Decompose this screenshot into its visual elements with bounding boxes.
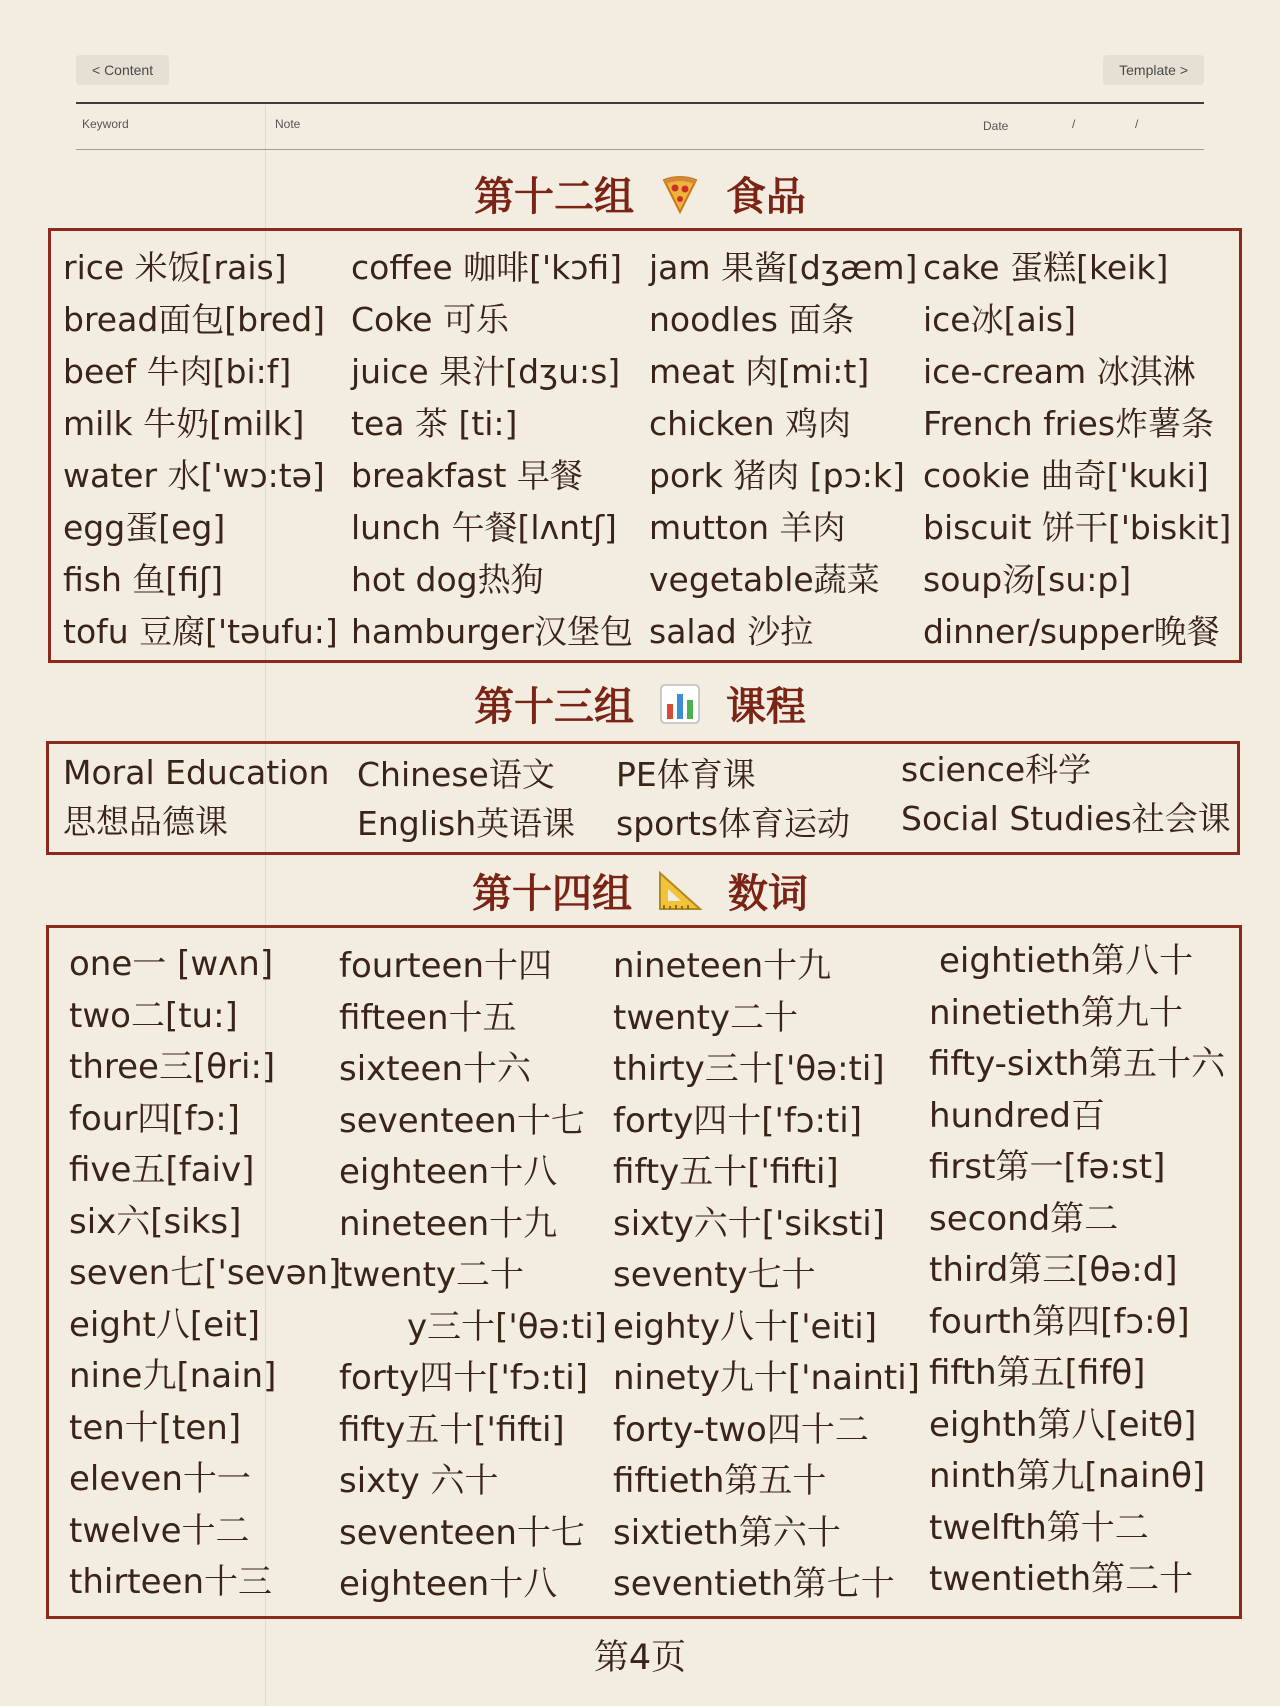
- word-entry: ninetieth第九十: [929, 992, 1184, 1033]
- word-entry: forty四十['fɔ:ti]: [339, 1358, 588, 1398]
- word-entry: sixteen十六: [339, 1049, 531, 1089]
- word-entry: three三[θri:]: [69, 1047, 276, 1087]
- word-entry: second第二: [929, 1198, 1119, 1239]
- word-column: [351, 242, 633, 658]
- numerals-word-box: [46, 925, 1242, 1619]
- word-entry: fifty五十['fifti]: [613, 1152, 839, 1192]
- word-entry: eighth第八[eitθ]: [929, 1404, 1197, 1445]
- header-rule: [76, 102, 1204, 104]
- word-entry: ninth第九[nainθ]: [929, 1456, 1206, 1496]
- word-entry: thirty三十['θə:ti]: [613, 1049, 885, 1089]
- word-entry: science科学: [901, 750, 1092, 789]
- word-entry: eleven十一: [69, 1459, 251, 1499]
- date-separator: /: [1135, 117, 1139, 131]
- page-number: 第4页: [593, 1638, 687, 1678]
- word-column: [923, 242, 1231, 658]
- word-entry: eight八[eit]: [69, 1304, 261, 1345]
- word-entry: Coke 可乐: [351, 300, 509, 339]
- word-entry: dinner/supper晚餐: [923, 612, 1220, 651]
- word-entry: eighteen十八: [339, 1152, 558, 1192]
- word-entry: twelve十二: [69, 1510, 250, 1551]
- word-entry: third第三[θə:d]: [929, 1250, 1178, 1290]
- section-number: 第十三组: [474, 684, 635, 730]
- bar-chart-icon: [658, 682, 702, 736]
- word-entry: eighteen十八: [339, 1564, 558, 1604]
- word-entry: seventieth第七十: [613, 1564, 895, 1604]
- word-entry: mutton 羊肉: [649, 508, 846, 547]
- word-entry: vegetable蔬菜: [649, 560, 880, 599]
- word-entry: four四[fɔ:]: [69, 1098, 240, 1139]
- word-entry: first第一[fə:st]: [929, 1147, 1166, 1187]
- section-number: 第十四组: [472, 871, 633, 917]
- section-title-food: [0, 165, 1280, 226]
- word-entry: ten十[ten]: [69, 1407, 242, 1448]
- word-entry: soup汤[su:p]: [923, 560, 1132, 599]
- word-entry: coffee 咖啡['kɔfi]: [351, 248, 623, 287]
- word-entry: sixty六十['siksti]: [613, 1203, 885, 1244]
- word-entry: breakfast 早餐: [351, 456, 583, 495]
- word-entry: 思想品德课: [63, 802, 228, 841]
- word-entry: Social Studies社会课: [901, 799, 1231, 838]
- section-title-courses: [0, 675, 1280, 736]
- word-entry: sixty 六十: [339, 1461, 499, 1501]
- section-title-numerals: [0, 862, 1280, 923]
- word-entry: forty-two四十二: [613, 1409, 869, 1450]
- note-label: Note: [275, 117, 301, 131]
- word-entry: biscuit 饼干['biskit]: [923, 508, 1232, 547]
- word-entry: fifth第五[fifθ]: [929, 1353, 1146, 1393]
- word-column: [929, 936, 1225, 1606]
- notebook-header: [76, 55, 1204, 150]
- word-entry: y三十['θə:ti]: [407, 1306, 607, 1347]
- word-column: [63, 242, 338, 658]
- word-column: [649, 242, 917, 658]
- word-entry: lunch 午餐[lʌntʃ]: [351, 508, 617, 547]
- word-entry: seventeen十七: [339, 1100, 585, 1141]
- word-entry: thirteen十三: [69, 1562, 273, 1602]
- word-entry: twenty二十: [613, 997, 799, 1038]
- word-entry: fifty-sixth第五十六: [929, 1044, 1226, 1084]
- word-entry: ice-cream 冰淇淋: [923, 352, 1196, 391]
- pizza-icon: [658, 172, 702, 226]
- word-entry: nineteen十九: [339, 1203, 558, 1244]
- word-entry: hot dog热狗: [351, 560, 544, 599]
- word-entry: seventy七十: [613, 1255, 816, 1295]
- word-entry: six六[siks]: [69, 1201, 242, 1242]
- word-entry: Moral Education: [63, 753, 330, 792]
- word-column: [901, 745, 1231, 843]
- keyword-label: Keyword: [82, 117, 129, 131]
- word-entry: ninety九十['nainti]: [613, 1358, 920, 1398]
- word-entry: water 水['wɔ:tə]: [63, 456, 325, 495]
- word-column: [616, 750, 850, 848]
- word-entry: English英语课: [357, 804, 576, 843]
- word-entry: two二[tu:]: [69, 995, 238, 1036]
- word-entry: jam 果酱[dʒæm]: [649, 248, 918, 287]
- food-word-box: [48, 228, 1242, 663]
- date-label: Date: [983, 119, 1009, 133]
- word-entry: twenty二十: [339, 1255, 525, 1295]
- word-entry: forty四十['fɔ:ti]: [613, 1100, 862, 1141]
- word-entry: twelfth第十二: [929, 1507, 1149, 1548]
- word-entry: nineteen十九: [613, 946, 832, 986]
- word-column: [69, 939, 341, 1609]
- triangle-ruler-icon: [656, 869, 704, 923]
- word-entry: egg蛋[eg]: [63, 508, 226, 547]
- word-entry: French fries炸薯条: [923, 404, 1215, 443]
- word-entry: fifteen十五: [339, 997, 517, 1038]
- word-entry: milk 牛奶[milk]: [63, 404, 305, 443]
- word-entry: tofu 豆腐['təufu:]: [63, 612, 338, 651]
- word-entry: hundred百: [929, 1095, 1105, 1136]
- word-entry: cookie 曲奇['kuki]: [923, 456, 1209, 495]
- word-entry: hamburger汉堡包: [351, 612, 633, 651]
- word-entry: PE体育课: [616, 755, 756, 794]
- template-button[interactable]: Template >: [1103, 55, 1204, 85]
- word-entry: one一 [wʌn]: [69, 944, 274, 984]
- word-column: [613, 941, 920, 1611]
- word-entry: Chinese语文: [357, 755, 555, 794]
- content-button[interactable]: < Content: [76, 55, 169, 85]
- word-entry: sixtieth第六十: [613, 1512, 841, 1553]
- section-number: 第十二组: [474, 174, 635, 220]
- word-entry: tea 茶 [ti:]: [351, 404, 518, 443]
- header-rule-bottom: [76, 149, 1204, 150]
- word-entry: beef 牛肉[bi:f]: [63, 352, 292, 391]
- section-name: 课程: [725, 684, 806, 730]
- word-entry: five五[faiv]: [69, 1150, 255, 1190]
- word-entry: rice 米饭[rais]: [63, 248, 287, 287]
- word-entry: eighty八十['eiti]: [613, 1306, 877, 1347]
- word-entry: fourteen十四: [339, 946, 553, 986]
- section-name: 食品: [725, 174, 806, 220]
- word-entry: pork 猪肉 [pɔ:k]: [649, 456, 905, 495]
- word-entry: meat 肉[mi:t]: [649, 352, 870, 391]
- date-separator: /: [1072, 117, 1076, 131]
- word-entry: juice 果汁[dʒu:s]: [351, 352, 621, 391]
- word-entry: fourth第四[fɔ:θ]: [929, 1301, 1190, 1342]
- courses-word-box: [46, 741, 1240, 855]
- word-entry: eightieth第八十: [939, 941, 1194, 981]
- word-entry: fish 鱼[fiʃ]: [63, 560, 224, 599]
- word-entry: nine九[nain]: [69, 1356, 277, 1396]
- word-entry: chicken 鸡肉: [649, 404, 852, 443]
- word-entry: ice冰[ais]: [923, 300, 1076, 339]
- word-entry: noodles 面条: [649, 300, 855, 339]
- word-entry: salad 沙拉: [649, 612, 814, 651]
- word-entry: fifty五十['fifti]: [339, 1409, 565, 1450]
- section-name: 数词: [727, 871, 808, 917]
- word-entry: bread面包[bred]: [63, 300, 326, 339]
- word-entry: seventeen十七: [339, 1512, 585, 1553]
- word-column: [357, 750, 575, 848]
- word-column: [339, 941, 607, 1611]
- word-entry: seven七['sevən]: [69, 1253, 342, 1293]
- word-entry: fiftieth第五十: [613, 1461, 827, 1501]
- word-entry: twentieth第二十: [929, 1559, 1194, 1599]
- word-entry: cake 蛋糕[keik]: [923, 248, 1169, 287]
- word-column: [63, 748, 329, 846]
- word-entry: sports体育运动: [616, 804, 851, 843]
